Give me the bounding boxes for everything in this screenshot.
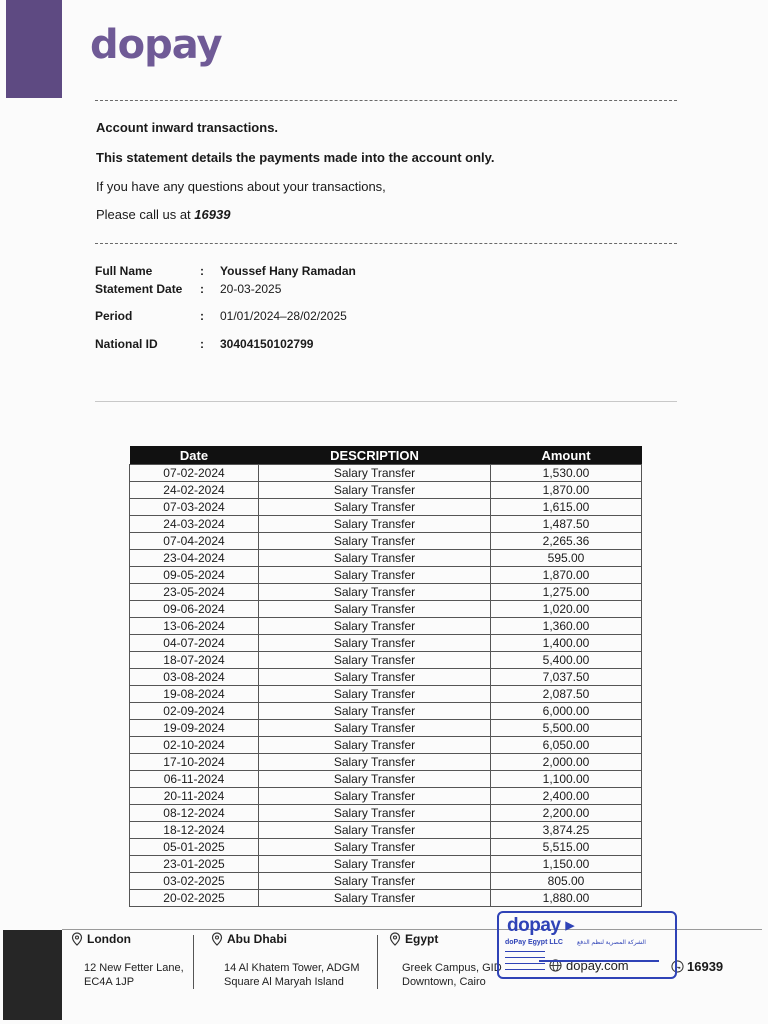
play-icon: ▸ — [560, 915, 575, 936]
stamp-logo: dopay ▸ — [507, 915, 575, 936]
amount-cell: 1,100.00 — [491, 771, 642, 788]
date-cell: 17-10-2024 — [130, 754, 259, 771]
date-cell: 07-03-2024 — [130, 499, 259, 516]
date-cell: 23-04-2024 — [130, 550, 259, 567]
description-cell: Salary Transfer — [259, 635, 491, 652]
table-row — [130, 669, 642, 686]
amount-cell: 6,000.00 — [491, 703, 642, 720]
statement-date-label: Statement Date — [95, 282, 183, 296]
description-cell: Salary Transfer — [259, 856, 491, 873]
stamp-arabic: الشركة المصرية لنظم الدفع — [577, 940, 646, 946]
amount-cell: 1,530.00 — [491, 465, 642, 482]
table-row — [130, 567, 642, 584]
amount-cell: 1,870.00 — [491, 482, 642, 499]
date-cell: 20-11-2024 — [130, 788, 259, 805]
date-cell: 13-06-2024 — [130, 618, 259, 635]
amount-cell: 2,000.00 — [491, 754, 642, 771]
description-cell: Salary Transfer — [259, 669, 491, 686]
footer-separator — [193, 935, 194, 989]
date-cell: 08-12-2024 — [130, 805, 259, 822]
date-cell: 09-05-2024 — [130, 567, 259, 584]
amount-cell: 1,020.00 — [491, 601, 642, 618]
amount-cell: 1,615.00 — [491, 499, 642, 516]
amount-cell: 1,400.00 — [491, 635, 642, 652]
call-prefix: Please call us at — [96, 207, 195, 222]
table-row — [130, 550, 642, 567]
office-egypt — [389, 931, 502, 989]
description-cell: Salary Transfer — [259, 788, 491, 805]
office-address-line: EC4A 1JP — [84, 976, 135, 988]
intro-title: Account inward transactions. — [96, 120, 279, 135]
description-cell: Salary Transfer — [259, 601, 491, 618]
date-cell: 03-02-2025 — [130, 873, 259, 890]
description-cell: Salary Transfer — [259, 499, 491, 516]
amount-cell: 5,400.00 — [491, 652, 642, 669]
date-cell: 24-02-2024 — [130, 482, 259, 499]
description-cell: Salary Transfer — [259, 686, 491, 703]
table-row — [130, 635, 642, 652]
location-pin-icon — [389, 932, 401, 946]
brand-color-block — [6, 0, 62, 98]
stamp-registration-line — [539, 960, 659, 962]
date-cell: 24-03-2024 — [130, 516, 259, 533]
intro-description: This statement details the payments made into the account only. — [96, 150, 495, 165]
transactions-table — [129, 446, 642, 907]
date-cell: 03-08-2024 — [130, 669, 259, 686]
amount-cell: 1,150.00 — [491, 856, 642, 873]
table-row — [130, 754, 642, 771]
description-cell: Salary Transfer — [259, 805, 491, 822]
header-amount: Amount — [491, 446, 642, 465]
divider-bottom — [95, 401, 677, 402]
description-cell: Salary Transfer — [259, 533, 491, 550]
table-row — [130, 890, 642, 907]
date-cell: 19-09-2024 — [130, 720, 259, 737]
description-cell: Salary Transfer — [259, 550, 491, 567]
national-id-label: National ID — [95, 337, 158, 351]
amount-cell: 1,360.00 — [491, 618, 642, 635]
table-header-row — [130, 446, 642, 465]
footer-separator — [377, 935, 378, 989]
table-row — [130, 482, 642, 499]
statement-date-value: 20-03-2025 — [220, 282, 282, 296]
amount-cell: 3,874.25 — [491, 822, 642, 839]
amount-cell: 2,265.36 — [491, 533, 642, 550]
date-cell: 18-07-2024 — [130, 652, 259, 669]
period-label: Period — [95, 309, 133, 323]
table-row — [130, 805, 642, 822]
amount-cell: 1,880.00 — [491, 890, 642, 907]
location-pin-icon — [211, 932, 223, 946]
dopay-logo: dopay — [90, 22, 222, 68]
date-cell: 04-07-2024 — [130, 635, 259, 652]
date-cell: 02-09-2024 — [130, 703, 259, 720]
date-cell: 19-08-2024 — [130, 686, 259, 703]
office-address-line: Greek Campus, GID — [402, 962, 502, 974]
table-row — [130, 686, 642, 703]
full-name-value: Youssef Hany Ramadan — [220, 264, 356, 278]
table-row — [130, 720, 642, 737]
table-row — [130, 584, 642, 601]
office-address-line: 14 Al Khatem Tower, ADGM — [224, 962, 360, 974]
date-cell: 02-10-2024 — [130, 737, 259, 754]
table-row — [130, 771, 642, 788]
description-cell: Salary Transfer — [259, 720, 491, 737]
office-address-line: Square Al Maryah Island — [224, 976, 344, 988]
amount-cell: 805.00 — [491, 873, 642, 890]
table-row — [130, 533, 642, 550]
header-date: Date — [130, 446, 259, 465]
office-name: Egypt — [405, 932, 439, 946]
footer-dark-block — [3, 930, 62, 1020]
office-london — [71, 931, 184, 989]
table-row — [130, 516, 642, 533]
table-row — [130, 822, 642, 839]
description-cell: Salary Transfer — [259, 482, 491, 499]
date-cell: 07-02-2024 — [130, 465, 259, 482]
table-row — [130, 499, 642, 516]
date-cell: 23-01-2025 — [130, 856, 259, 873]
description-cell: Salary Transfer — [259, 618, 491, 635]
table-row — [130, 601, 642, 618]
amount-cell: 1,275.00 — [491, 584, 642, 601]
amount-cell: 2,400.00 — [491, 788, 642, 805]
date-cell: 05-01-2025 — [130, 839, 259, 856]
description-cell: Salary Transfer — [259, 839, 491, 856]
description-cell: Salary Transfer — [259, 737, 491, 754]
office-abu-dhabi — [211, 931, 360, 989]
table-row — [130, 618, 642, 635]
description-cell: Salary Transfer — [259, 652, 491, 669]
description-cell: Salary Transfer — [259, 890, 491, 907]
description-cell: Salary Transfer — [259, 754, 491, 771]
description-cell: Salary Transfer — [259, 516, 491, 533]
description-cell: Salary Transfer — [259, 465, 491, 482]
company-stamp — [497, 911, 677, 979]
full-name-label: Full Name — [95, 264, 153, 278]
date-cell: 23-05-2024 — [130, 584, 259, 601]
date-cell: 18-12-2024 — [130, 822, 259, 839]
amount-cell: 5,515.00 — [491, 839, 642, 856]
intro-questions: If you have any questions about your transactions, — [96, 179, 386, 194]
table-row — [130, 703, 642, 720]
call-number: 16939 — [194, 207, 231, 222]
amount-cell: 1,487.50 — [491, 516, 642, 533]
description-cell: Salary Transfer — [259, 873, 491, 890]
colon: : — [200, 337, 204, 351]
description-cell: Salary Transfer — [259, 703, 491, 720]
amount-cell: 6,050.00 — [491, 737, 642, 754]
table-row — [130, 873, 642, 890]
table-row — [130, 652, 642, 669]
date-cell: 07-04-2024 — [130, 533, 259, 550]
amount-cell: 5,500.00 — [491, 720, 642, 737]
table-row — [130, 737, 642, 754]
table-row — [130, 839, 642, 856]
office-address-line: Downtown, Cairo — [402, 976, 486, 988]
phone-number: 16939 — [687, 959, 724, 974]
intro-call — [96, 207, 230, 222]
national-id-value: 30404150102799 — [220, 337, 314, 351]
amount-cell: 595.00 — [491, 550, 642, 567]
divider-top — [95, 100, 677, 101]
office-name: Abu Dhabi — [227, 932, 287, 946]
description-cell: Salary Transfer — [259, 822, 491, 839]
description-cell: Salary Transfer — [259, 584, 491, 601]
amount-cell: 2,200.00 — [491, 805, 642, 822]
office-address-line: 12 New Fetter Lane, — [84, 962, 184, 974]
table-row — [130, 788, 642, 805]
period-value: 01/01/2024–28/02/2025 — [220, 309, 347, 323]
date-cell: 20-02-2025 — [130, 890, 259, 907]
stamp-company: doPay Egypt LLC — [505, 939, 563, 946]
date-cell: 09-06-2024 — [130, 601, 259, 618]
amount-cell: 2,087.50 — [491, 686, 642, 703]
colon: : — [200, 282, 204, 296]
description-cell: Salary Transfer — [259, 771, 491, 788]
table-row — [130, 465, 642, 482]
description-cell: Salary Transfer — [259, 567, 491, 584]
location-pin-icon — [71, 932, 83, 946]
divider-middle — [95, 243, 677, 244]
date-cell: 06-11-2024 — [130, 771, 259, 788]
office-name: London — [87, 932, 131, 946]
amount-cell: 7,037.50 — [491, 669, 642, 686]
footer-phone[interactable] — [671, 959, 723, 974]
website-text: dopay.com — [566, 958, 629, 973]
colon: : — [200, 309, 204, 323]
amount-cell: 1,870.00 — [491, 567, 642, 584]
table-row — [130, 856, 642, 873]
header-description: DESCRIPTION — [259, 446, 491, 465]
colon: : — [200, 264, 204, 278]
